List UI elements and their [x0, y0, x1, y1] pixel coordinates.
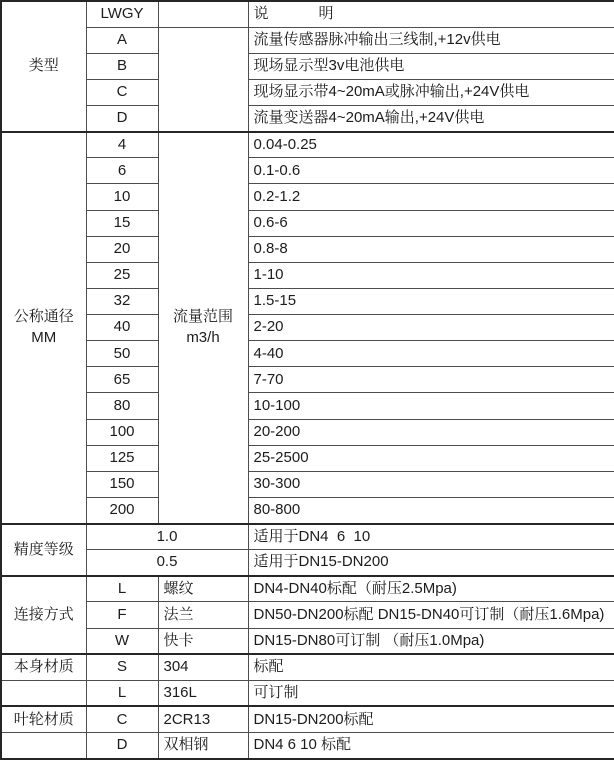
range-cell: 4-40 — [248, 341, 614, 367]
type-section-label: 类型 — [1, 1, 86, 132]
range-cell: 25-2500 — [248, 445, 614, 471]
dn-cell: 80 — [86, 393, 158, 419]
range-cell: 0.2-1.2 — [248, 184, 614, 210]
material-name-cell: 316L — [158, 680, 248, 706]
connection-desc-cell: DN50-DN200标配 DN15-DN40可订制（耐压1.6Mpa) — [248, 602, 614, 628]
empty-cell — [1, 680, 86, 706]
dn-cell: 40 — [86, 315, 158, 341]
material-name-cell: 304 — [158, 654, 248, 680]
range-cell: 1.5-15 — [248, 288, 614, 314]
range-cell: 20-200 — [248, 419, 614, 445]
dn-cell: 125 — [86, 445, 158, 471]
material-code-cell: L — [86, 680, 158, 706]
impeller-material-section-label: 叶轮材质 — [1, 706, 86, 732]
type-desc-cell: 现场显示带4~20mA或脉冲输出,+24V供电 — [248, 79, 614, 105]
connection-code-cell: L — [86, 576, 158, 602]
connection-desc-cell: DN15-DN80可订制 （耐压1.0Mpa) — [248, 628, 614, 654]
connection-section-label: 连接方式 — [1, 576, 86, 654]
dn-cell: 32 — [86, 288, 158, 314]
dn-cell: 15 — [86, 210, 158, 236]
type-code-cell: A — [86, 27, 158, 53]
connection-name-cell: 螺纹 — [158, 576, 248, 602]
range-cell: 7-70 — [248, 367, 614, 393]
dn-cell: 150 — [86, 471, 158, 497]
empty-cell — [1, 733, 86, 760]
range-cell: 1-10 — [248, 262, 614, 288]
accuracy-desc-cell: 适用于DN4 6 10 — [248, 524, 614, 550]
range-cell: 0.6-6 — [248, 210, 614, 236]
dn-cell: 6 — [86, 158, 158, 184]
material-code-cell: S — [86, 654, 158, 680]
dn-cell: 100 — [86, 419, 158, 445]
empty-cell — [158, 27, 248, 132]
dn-cell: 65 — [86, 367, 158, 393]
material-desc-cell: 标配 — [248, 654, 614, 680]
connection-desc-cell: DN4-DN40标配（耐压2.5Mpa) — [248, 576, 614, 602]
flow-range-label — [158, 132, 248, 524]
dn-cell: 25 — [86, 262, 158, 288]
type-code-cell: B — [86, 53, 158, 79]
label-line: 流量范围 — [172, 308, 233, 326]
range-cell: 0.04-0.25 — [248, 132, 614, 158]
material-code-cell: C — [86, 706, 158, 732]
dn-cell: 10 — [86, 184, 158, 210]
model-code-cell: LWGY — [86, 1, 158, 27]
range-cell: 0.1-0.6 — [248, 158, 614, 184]
material-name-cell: 双相钢 — [158, 733, 248, 760]
material-desc-cell: 可订制 — [248, 680, 614, 706]
connection-name-cell: 法兰 — [158, 602, 248, 628]
type-desc-cell: 流量传感器脉冲输出三线制,+12v供电 — [248, 27, 614, 53]
type-code-cell: D — [86, 106, 158, 132]
range-cell: 0.8-8 — [248, 236, 614, 262]
accuracy-grade-cell: 0.5 — [86, 550, 248, 576]
material-desc-cell: DN4 6 10 标配 — [248, 733, 614, 760]
dn-cell: 200 — [86, 497, 158, 523]
label-line: MM — [31, 328, 57, 346]
accuracy-grade-cell: 1.0 — [86, 524, 248, 550]
empty-cell — [158, 1, 248, 27]
label-line: m3/h — [186, 328, 220, 346]
type-code-cell: C — [86, 79, 158, 105]
body-material-section-label: 本身材质 — [1, 654, 86, 680]
range-cell: 80-800 — [248, 497, 614, 523]
material-desc-cell: DN15-DN200标配 — [248, 706, 614, 732]
range-cell: 30-300 — [248, 471, 614, 497]
desc-header-cell: 说 明 — [248, 1, 614, 27]
dn-cell: 20 — [86, 236, 158, 262]
type-desc-cell: 流量变送器4~20mA输出,+24V供电 — [248, 106, 614, 132]
accuracy-desc-cell: 适用于DN15-DN200 — [248, 550, 614, 576]
dn-cell: 50 — [86, 341, 158, 367]
range-cell: 10-100 — [248, 393, 614, 419]
accuracy-section-label: 精度等级 — [1, 524, 86, 576]
connection-code-cell: F — [86, 602, 158, 628]
connection-code-cell: W — [86, 628, 158, 654]
connection-name-cell: 快卡 — [158, 628, 248, 654]
material-name-cell: 2CR13 — [158, 706, 248, 732]
diameter-section-label — [1, 132, 86, 524]
range-cell: 2-20 — [248, 315, 614, 341]
material-code-cell: D — [86, 733, 158, 760]
type-desc-cell: 现场显示型3v电池供电 — [248, 53, 614, 79]
dn-cell: 4 — [86, 132, 158, 158]
label-line: 公称通径 — [13, 308, 74, 326]
